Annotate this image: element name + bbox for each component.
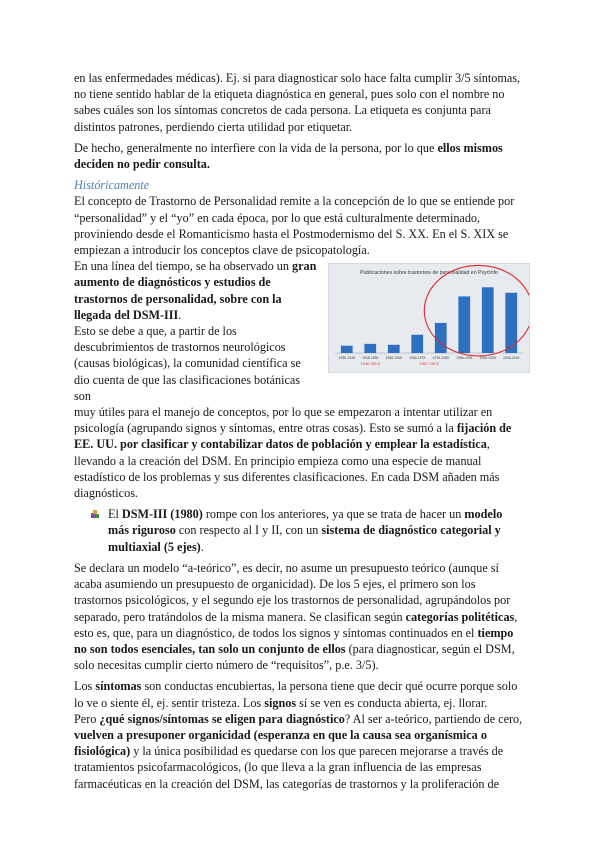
chart-annotation: 1967: CIE 8 [419,362,439,366]
x-tick-label: 1936-1945 [338,356,355,360]
chart-annotation: 1948: CIE 6 [360,362,380,366]
bar [458,296,470,353]
paragraph: en las enfermedades médicas). Ej. si para diagnosticar solo hace falta cumplir 3/5 síntomas, no tiene sentido hablar de la etiqueta diagnóstica en general, pues solo con el nombre no sabes cuáles son los síntomas concretos de cada persona. La etiqueta es conjunta para distintos patrones, perdiendo cierta utilidad por etiquetar. [74,71,521,134]
text-run: rompe con los anteriores, ya que se trata de hacer un [202,507,465,522]
publications-chart [328,263,530,373]
text-run: muy útiles para el manejo de conceptos, por lo que se empezaron a intentar utilizar en psicología (agrupando signos y síntomas, entre otras cosas). Esto se sumó a la [74,405,493,436]
text-run: ? Al ser a-teórico, partiendo de cero, [344,711,523,726]
bold-text: sistema de diagnóstico categorial y multiaxial (5 ejes) [108,523,501,554]
text-run: (para diagnosticar, según el DSM, solo necesitas cumplir cierto número de “requisitos”, p.e. 3/5). [74,641,515,673]
paragraph [74,404,526,501]
bar [364,344,376,353]
chart-title: Publicaciones sobre trastornos de personalidad en PsycInfo [360,270,498,276]
bold-text: DSM-III (1980) [121,507,203,522]
paragraph: El concepto de Trastorno de Personalidad remite a la concepción de lo que se entiende por “personalidad” y el “yo” en cada época, por lo que está culturalmente determinado, proviniendo desde el Romanticismo hasta el Postmodernismo del S. XX. En el S. XIX se empiezan a introducir los conceptos clave de psicopatología. [74,194,515,258]
bar [341,346,353,353]
text-run: y la única posibilidad es quedarse con los que parecen mejorarse a través de tratamientos psicofarmacológicos, (lo que lleva a la gran influencia de las empresas farmacéuticas en la creación del DSM, las categorías de trastornos y la proliferación de [74,744,504,791]
x-tick-label: 1986-1995 [456,356,473,360]
text-run: con respecto al I y II, con un [175,523,322,538]
bold-text: categorías politéticas [405,609,515,624]
x-tick-label: 1946-1955 [362,356,379,360]
text-run: Pero [74,711,100,726]
text-run: El [108,507,122,522]
bar [482,287,494,353]
paragraph [74,678,526,710]
bold-text: modelo más riguroso [108,507,503,538]
text-run: De hecho, generalmente no interfiere con la vida de la persona, por lo que [74,140,438,155]
text-run: . [200,539,204,554]
text-run: Los [74,679,96,694]
text-run: En una línea del tiempo, se ha observado un [74,259,292,274]
paragraph [74,140,526,172]
x-tick-label: 2006-2015 [503,356,520,360]
bullet-item [74,506,526,555]
text-run: , llevando a la creación del DSM. En principio empieza como una especie de manual estadístico de los problemas y sus diferentes clasificaciones. En cada DSM añaden más diagnósticos. [74,437,500,501]
text-run: sí se ven es conducta abierta, ej. llorar. [296,695,488,710]
bold-text: ellos mismos deciden no pedir consulta. [74,140,503,172]
x-tick-label: 1996-2005 [479,356,496,360]
bar [411,335,423,353]
text-run: , esto es, que, para un diagnóstico, de todos los signos y síntomas continuados en el [74,609,518,640]
bold-text: vuelven a presuponer organicidad (esperanza en que la causa sea organísmica o fisiológica) [74,727,487,759]
bold-text: gran aumento de diagnósticos y estudios de trastornos de personalidad, sobre con la llegada del DSM-III [74,259,317,322]
document-page [74,70,526,792]
x-tick-label: 1976-1985 [432,356,449,360]
bar [388,345,400,353]
bold-text: fijación de EE. UU. por clasificar y contabilizar datos de población y emplear la estadística [74,421,512,452]
x-tick-label: 1956-1965 [385,356,402,360]
bold-text: tiempo no son todos esenciales, tan solo un conjunto de ellos [74,625,514,656]
bullet-icon [90,509,100,519]
paragraph [74,560,526,673]
x-tick-label: 1966-1975 [409,356,426,360]
text-run: son conductas encubiertas, la persona tiene que decir qué ocurre porque solo lo ve o siente él, ej. sentir tristeza. Los [74,679,518,710]
bold-text: ¿qué signos/síntomas se eligen para diagnóstico [99,711,345,726]
chart-svg [329,264,529,372]
bold-text: signos [264,695,297,710]
bar [435,323,447,353]
paragraph [74,258,318,323]
bold-text: síntomas [95,679,142,694]
paragraph: Esto se debe a que, a partir de los descubrimientos de trastornos neurológicos (causas biológicas), la comunidad científica se dio cuenta de que las clasificaciones botánicas son [74,324,301,403]
section-heading: Históricamente [74,178,150,193]
paragraph [74,711,526,792]
text-run: . [178,307,182,322]
text-run: Se declara un modelo “a-teórico”, es decir, no asume un presupuesto teórico (aunque sí acaba asumiendo un presupuesto de organicidad). De los 5 ejes, el primero son los trastornos psicológicos, y el segundo eje los trastornos de personalidad, agrupándolos por separado, pero tratándolos de la misma manera. Se clasifican según [74,560,511,624]
